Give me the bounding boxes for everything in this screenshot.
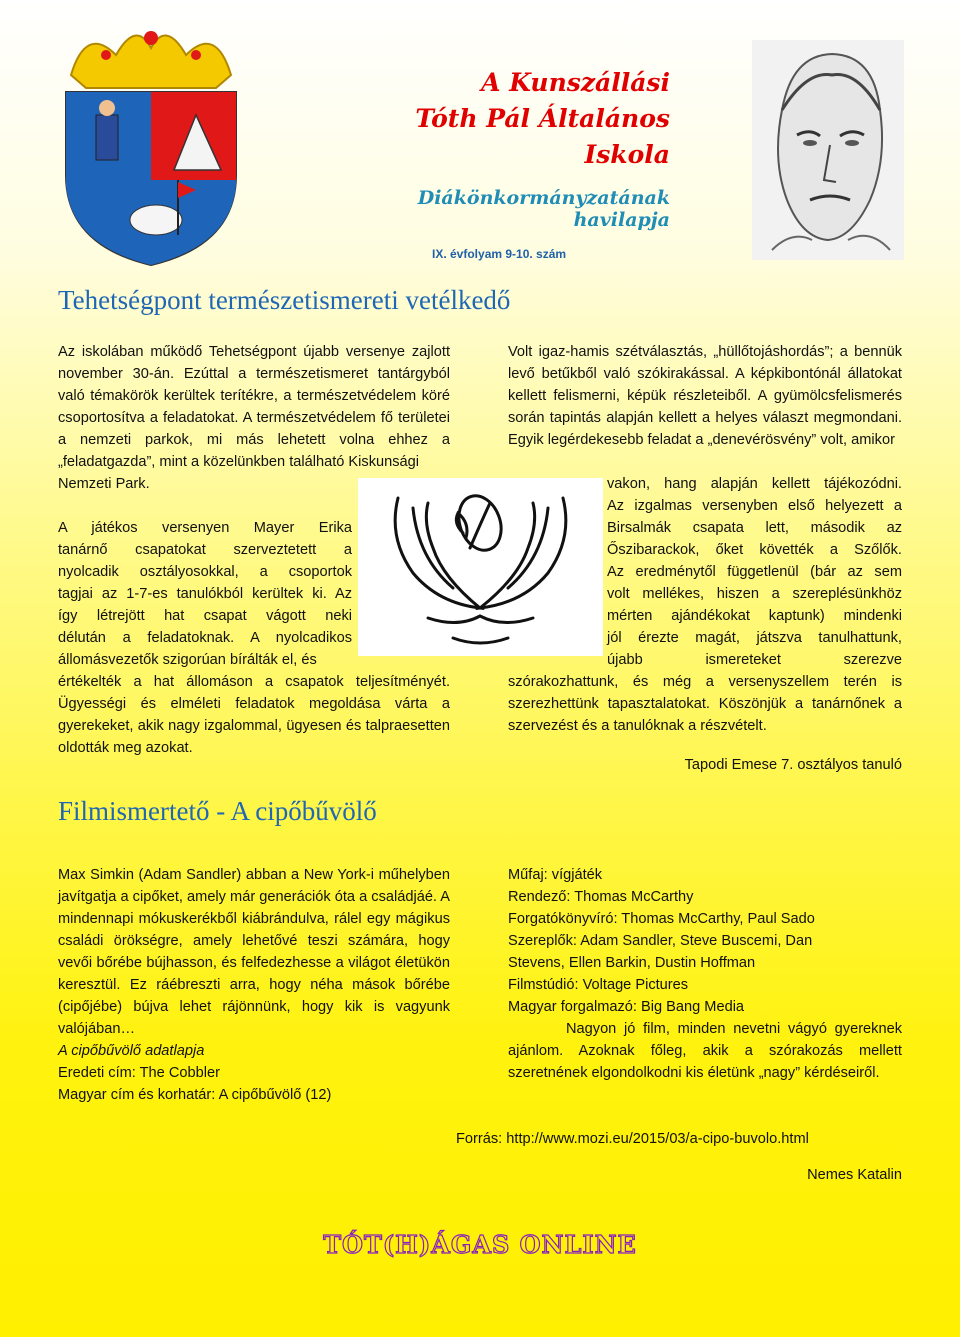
- wrap-line: újabb ismereteket szerezve: [607, 652, 902, 668]
- newsletter-subtitle: Diákönkormányzatának havilapja: [417, 187, 670, 231]
- article1-left-np: Nemzeti Park.: [58, 476, 150, 492]
- school-title-line1: A Kunszállási: [481, 68, 670, 97]
- issue-number: IX. évfolyam 9-10. szám: [432, 247, 567, 261]
- wrap-line: Őszibarackok, őket követték a Szőlők.: [607, 542, 902, 558]
- school-title: [330, 65, 670, 173]
- wrap-line: tanárnő csapatokat szerveztetett a: [58, 542, 352, 558]
- film-synopsis: [58, 864, 450, 1106]
- article1-author: Tapodi Emese 7. osztályos tanuló: [684, 757, 902, 773]
- wrap-line: így létrejött hat csapat vágott neki: [58, 608, 352, 624]
- film-writer: Forgatókönyvíró: Thomas McCarthy, Paul Sado: [508, 911, 815, 927]
- film-director: Rendező: Thomas McCarthy: [508, 889, 694, 905]
- wrap-line: volt mellékes, hiszen a szereplésünkhöz: [607, 586, 902, 602]
- footer-brand: TÓT(H)ÁGAS ONLINE: [323, 1230, 637, 1259]
- wrap-line: nyolcadik osztályosokkal, a csoportok: [58, 564, 352, 580]
- film-recommendation: Nagyon jó film, minden nevetni vágyó gyereknek ajánlom. Azoknak főleg, akik a szórakozás mellett szeretnének elgondolkodni kis életünk „nagy” kérdéseiről.: [508, 1021, 902, 1081]
- article1-title: Tehetségpont természetismereti vetélkedő: [58, 285, 511, 315]
- wrap-line: A játékos versenyen Mayer Erika: [58, 520, 352, 536]
- wrap-line: tagjai az 1-7-es tanulókból kerültek ki. Az: [58, 586, 352, 602]
- film-studio: Filmstúdió: Voltage Pictures: [508, 977, 689, 993]
- article1-right-rest: szórakozhattunk, és még a versenyszellem terén is szerezhettünk tapasztalatokat. Köszönjük a tanárnőnek a szervezést és a tanulóknak a részvételt.: [508, 674, 902, 734]
- article1-left-paragraph: Az iskolában működő Tehetségpont újabb versenye zajlott november 30-án. Ezúttal a természetismeret tantárgyból való témakörök kerültek terítékre, a természetvédelem köré csoportosítva a feladatokat. A természetvédelem fő területei a nemzeti parkok, mi más lehetett volna ehhez a „feladatgazda”, mint a közelünkben található Kiskunsági: [58, 344, 450, 470]
- film-cast: Szereplők: Adam Sandler, Steve Buscemi, Dan Stevens, Ellen Barkin, Dustin Hoffman: [508, 933, 813, 971]
- portrait-sketch-image: [752, 40, 904, 260]
- film-datasheet-label: A cipőbűvölő adatlapja: [58, 1043, 205, 1059]
- wrap-line: mérten ajándékokat kaptunk) mindenki: [607, 608, 902, 624]
- source-link[interactable]: Forrás: http://www.mozi.eu/2015/03/a-cipo-buvolo.html: [456, 1131, 809, 1147]
- wrap-line: Az izgalmas versenyben első helyezett a: [607, 498, 902, 514]
- wrap-line: jól érezte magát, játszva tanulhattunk,: [607, 630, 902, 646]
- wrap-line: Birsalmák csapata lett, második az: [607, 520, 902, 536]
- article2-title: Filmismertető - A cipőbűvölő: [58, 796, 377, 826]
- article1-left-wrap: [58, 517, 352, 671]
- article1-left-rest: értékelték a hat állomáson a csapatok teljesítményét. Ügyességi és elméleti feladatok megoldása várta a gyerekeket, akik nagy izgalommal, ügyesen és talpraesetten oldották meg azokat.: [58, 674, 450, 756]
- wrap-line: állomásvezetők szigorúan bírálták el, és: [58, 652, 317, 668]
- film-genre: Műfaj: vígjáték: [508, 867, 603, 883]
- coat-of-arms-image: [56, 20, 246, 270]
- school-title-line2: Tóth Pál Általános Iskola: [415, 104, 670, 169]
- wrap-line: vakon, hang alapján kellett tájékozódni.: [607, 476, 902, 492]
- wrap-line: Az eredménytől függetlenül (bár az sem: [607, 564, 902, 580]
- film-details: [508, 864, 902, 1084]
- article1-right-paragraph: Volt igaz-hamis szétválasztás, „hüllőtojáshordás”; a bennük levő betűkből való szókirakással. A képkibontónál állatokat kellett felismerni, képük részleteiből. A gyümölcsfelismerés során tapintás alapján kellett a helyes választ megmondani. Egyik legérdekesebb feladat a „denevérösvény” volt, amikor: [508, 344, 902, 448]
- wrap-line: délután a feladatoknak. A nyolcadikos: [58, 630, 352, 646]
- film-original-title: Eredeti cím: The Cobbler: [58, 1065, 220, 1081]
- article2-author: Nemes Katalin: [807, 1167, 902, 1183]
- article1-left-column: [58, 341, 450, 495]
- talent-point-logo: [358, 478, 603, 656]
- film-synopsis-text: Max Simkin (Adam Sandler) abban a New York-i műhelyben javítgatja a cipőket, amely már generációk óta a családjáé. A mindennapi mókuskerékből kiábrándulva, rálel egy mágikus családi örökségre, amely lehetővé teszi számára, hogy vevői bőrébe bújhasson, és felfedezhesse a világot életükön keresztül. Ez ráébreszti arra, hogy néha mások bőrébe (cipőjébe) bújva lehet rájönnünk, hogy kik is vagyunk valójában…: [58, 867, 450, 1037]
- film-hungarian-title: Magyar cím és korhatár: A cipőbűvölő (12): [58, 1087, 332, 1103]
- film-distributor: Magyar forgalmazó: Big Bang Media: [508, 999, 745, 1015]
- article1-right-wrap: [607, 473, 902, 671]
